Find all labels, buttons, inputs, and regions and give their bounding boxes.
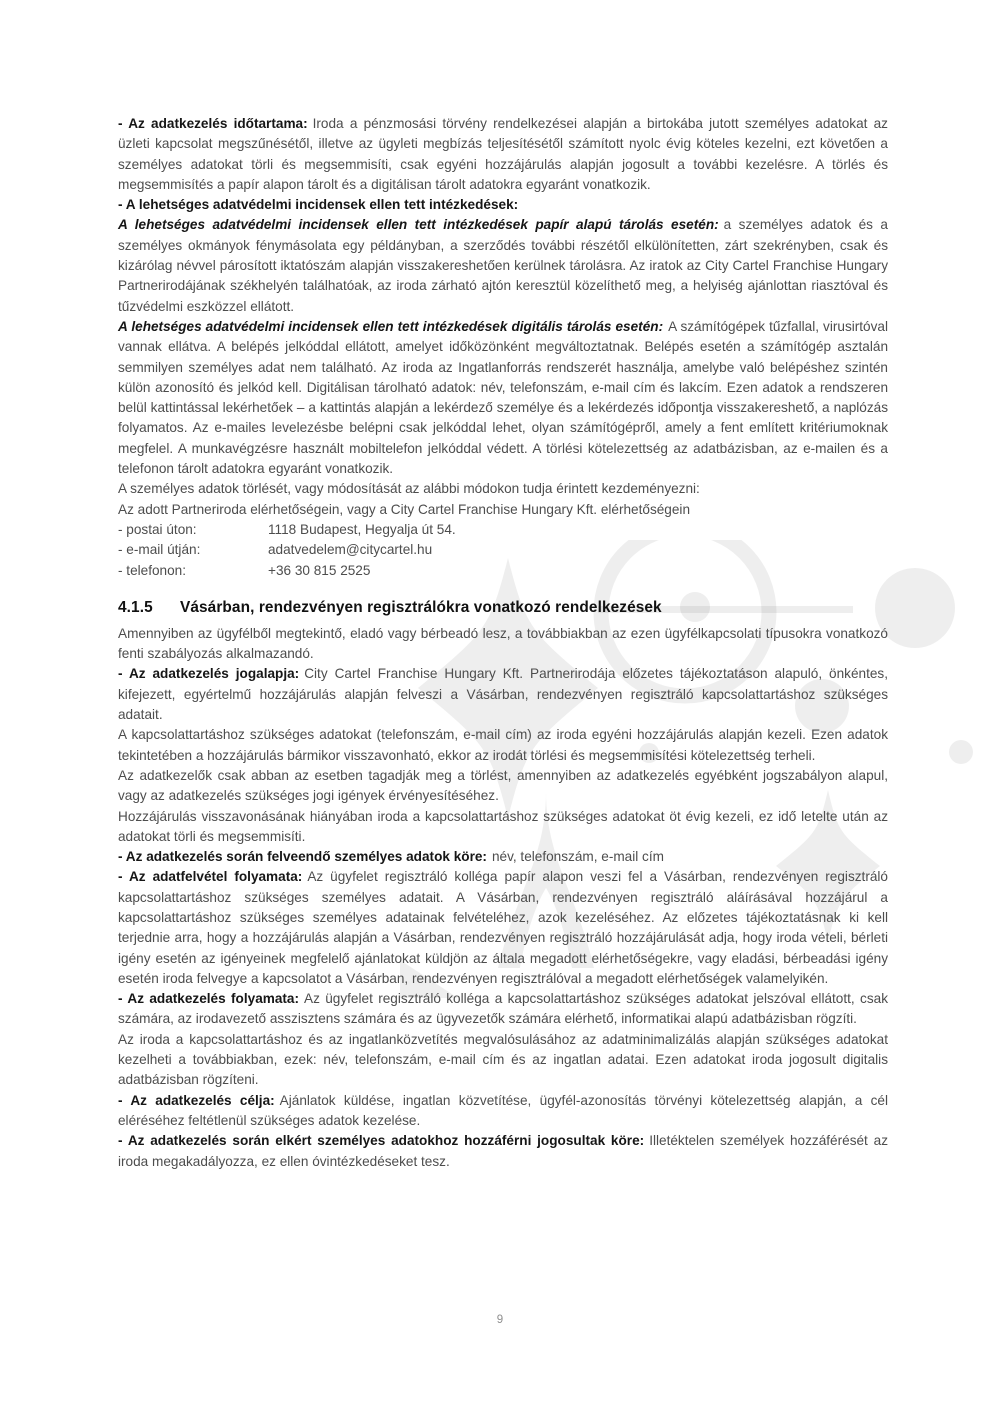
paragraph-text: Illetéktelen személyek hozzáférését az iroda megakadályozza, ez ellen óvintézkedéseket tesz. [118,1133,888,1169]
contact-value-email: adatvedelem@citycartel.hu [268,542,433,558]
paragraph-adatfelvetel-folyamata [118,867,888,989]
paragraph-elerhetosegek: Az adott Partneriroda elérhetőségein, vagy a City Cartel Franchise Hungary Kft. elérhetőségein [118,501,690,517]
paragraph-adatkezelok: Az adatkezelők csak abban az esetben tagadják meg a törlést, amennyiben az adatkezelés egyébként jogszabályon alapul, vagy az adatkezelés szükséges jogi igények érvényesítéséhez. [118,767,888,804]
paragraph-kapcsolattartas: A kapcsolattartáshoz szükséges adatokat (telefonszám, e-mail cím) az iroda egyéni hozzájárulás alapján kezeli. Ezen adatok tekintetében a hozzájárulás bármikor visszavonható, ekkor az irodát törlési és megsemmisítési kötelezettség terheli. [118,727,888,763]
contact-label: - telefonon: [118,562,187,578]
paragraph-text: City Cartel Franchise Hungary Kft. Partnerirodája előzetes tájékoztatáson alapuló, önkéntes, kifejezett, egyértelmű hozzájárulás alapján felveszi a Vásárban, rendezvényen regisztráló kapcsolattartáshoz szükséges adatait. [118,666,888,723]
paragraph-adatkezeles-idotartama [118,114,888,195]
paragraph-lead: - Az adatkezelés során elkért személyes adatokhoz hozzáférni jogosultak köre: [118,1133,645,1149]
paragraph-amennyiben: Amennyiben az ügyfélből megtekintő, eladó vagy bérbeadó lesz, a továbbiakban az ezen ügyfélkapcsolati típusokra vonatkozó fenti szabályozás alkalmazandó. [118,625,888,662]
paragraph-torles-modositas: A személyes adatok törlését, vagy módosítását az alábbi módokon tudja érintett kezdeményezni: [118,481,700,497]
paragraph-hozzajarulas: Hozzájárulás visszavonásának hiányában iroda a kapcsolattartáshoz szükséges adatokat öt évig kezeli, ez idő letelte után az adatokat törli és megsemmisíti. [118,808,888,844]
paragraph-lead: - Az adatkezelés időtartama: [118,116,308,131]
section-title: Vásárban, rendezvényen regisztrálókra vonatkozó rendelkezések [180,598,662,616]
paragraph-digitalis-tarolas [118,317,888,479]
paragraph-lead: - Az adatkezelés folyamata: [118,991,300,1007]
section-number: 4.1.5 [118,598,153,616]
paragraph-lead: - Az adatfelvétel folyamata: [118,869,303,885]
paragraph-adatkezeles-celja [118,1091,888,1132]
paragraph-hozzaferni-jogosultak [118,1131,888,1172]
paragraph-text: Ajánlatok küldése, ingatlan közvetítése, ügyfél-azonosítás törvényi kötelezettség alapján, a cél eléréséhez feltétlenül szükséges adatok kezelése. [118,1092,888,1128]
contact-label: - e-mail útján: [118,542,201,558]
document-body [118,114,888,1172]
contact-row-email [118,540,888,560]
paragraph-text: A számítógépek tűzfallal, virusirtóval vannak ellátva. A belépés jelkóddal ellátott, amelyet időközönként megváltoztatnak. Belépés esetén a számítógép asztalán semmilyen személyes adat nem található. Az iroda az Ingatlanforrás rendszerét használja, amelybe való belépéshez szintén külön azonosító és jelkód kell. Digitálisan tárolható adatok: név, telefonszám, e-mail cím és lakcím. Ezen adatok a rendszeren belül kattintással lekérhetőek – a kattintás alapján a lekérdező személye és a lekérdezés időpontja visszakereshető, a naplózás folyamatos. Az e-mailes levelezésbe belépni csak jelkóddal lehet, olyan számítógépről, amely a fent említett kritériumoknak megfelel. A munkavégzésre használt mobiltelefon jelkóddal védett. A törlési kötelezettség az adatbázisban, az e-mailen és a telefonon tárolt adatokra egyaránt vonatkozik. [118,318,888,477]
page-number: 9 [496,1314,504,1326]
paragraph-text: Az ügyfelet regisztráló kolléga a kapcsolattartáshoz szükséges adatokat jelszóval ellátott, csak számára, az irodavezető asszisztens számára és az ügyvezetők számára elérhető, informatikai alapú adatbázisban rögzíti. [118,991,889,1027]
paragraph-incidensek-cim: - A lehetséges adatvédelmi incidensek ellen tett intézkedések: [118,197,519,213]
paragraph-papir-tarolas [118,215,888,316]
contact-value-address: 1118 Budapest, Hegyalja út 54. [268,521,456,537]
contact-row-phone [118,561,888,581]
contact-row-postal [118,520,888,540]
paragraph-lead: A lehetséges adatvédelmi incidensek ellen tett intézkedések digitális tárolás esetén: [118,318,664,334]
paragraph-iroda-adatminimalizalas: Az iroda a kapcsolattartáshoz és az ingatlanközvetítés megvalósulásához az adatminimalizálás alapján szükséges adatokat kezelheti a továbbiakban, ezek: név, telefonszám, e-mail cím és az ingatlan adatai. Ezen adatokat iroda jogosult digitalis adatbázisban rögzíteni. [118,1031,888,1088]
paragraph-text: a személyes adatok és a személyes okmányok fénymásolata egy példányban, a szerződés további részétől elkülönítetten, zárt szekrényben, csak és kizárólag névvel párosított iktatószám alapján visszakereshetően kerülnek tárolásra. Az iratok az City Cartel Franchise Hungary Partnerirodájának székhelyén találhatóak, az iroda zárható ajtón keresztül közelíthető meg, a helyiség ajánlottan riasztóval és tűzvédelmi eszközzel ellátott. [118,217,888,314]
paragraph-text: név, telefonszám, e-mail cím [491,849,664,865]
paragraph-lead: - Az adatkezelés során felveendő személyes adatok köre: [118,849,487,865]
paragraph-lead: A lehetséges adatvédelmi incidensek ellen tett intézkedések papír alapú tárolás esetén: [118,217,719,233]
contact-value-phone: +36 30 815 2525 [268,562,371,578]
section-heading-4-1-5 [118,597,888,619]
paragraph-felveendo-adatok [118,847,888,867]
paragraph-lead: - Az adatkezelés célja: [118,1092,275,1108]
paragraph-jogalapja [118,664,888,725]
paragraph-lead: - Az adatkezelés jogalapja: [118,666,300,682]
paragraph-text: Az ügyfelet regisztráló kolléga papír alapon veszi fel a Vásárban, rendezvényen regisztráló kapcsolattartáshoz szükséges személyes adatait. A Vásárban, rendezvényen regisztráló aláírásával hozzájárul a kapcsolattartáshoz szükséges személyes adatainak felvételéhez, azok kezeléséhez. Az előzetes tájékoztatásnak ki kell terjednie arra, hogy a hozzájárulás alapján a Vásárban, rendezvényen regisztráló hozzájárulását adja, hogy iroda vételi, bérleti igény esetén az igényeinek megfelelő ajánlatokat küldjön az általa megadott elérhetőségekre, vagy eladási, bérbeadási igény esetén iroda felvegye a kapcsolatot a Vásárban, rendezvényen regisztrálóval a megadott elérhetőségek valamelyikén. [118,869,888,986]
paragraph-text: Iroda a pénzmosási törvény rendelkezései alapján a birtokába jutott személyes adatokat az üzleti kapcsolat megszűnésétől, illetve az ügyleti megbízás teljesítésétől számított nyolc évig köteles kezelni, ezt követően a személyes adatokat törli és megsemmisíti, csak egyéni hozzájárulás alapján jogosult a további kezelésre. A törlés és megsemmisítés a papír alapon tárolt és a digitálisan tárolt adatokra egyaránt vonatkozik. [118,116,888,192]
paragraph-adatkezeles-folyamata [118,989,888,1030]
contact-label: - postai úton: [118,521,197,537]
